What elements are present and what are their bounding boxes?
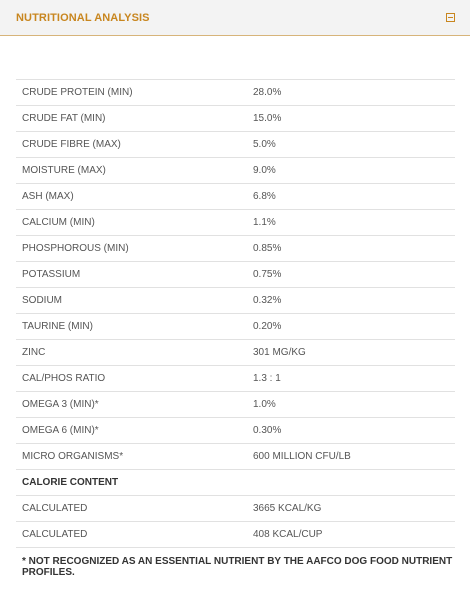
row-value: 0.20% xyxy=(253,321,282,332)
nutrition-table xyxy=(16,79,455,578)
row-label: TAURINE (MIN) xyxy=(22,321,93,332)
table-row xyxy=(16,444,455,470)
row-label: MICRO ORGANISMS* xyxy=(22,451,124,462)
row-value: 3665 KCAL/KG xyxy=(253,503,322,514)
row-label: MOISTURE (MAX) xyxy=(22,165,106,176)
row-label: CRUDE FIBRE (MAX) xyxy=(22,139,121,150)
footnote-row xyxy=(16,548,455,579)
table-row xyxy=(16,496,455,522)
row-value: 15.0% xyxy=(253,113,282,124)
row-value: 5.0% xyxy=(253,139,276,150)
table-row xyxy=(16,80,455,106)
row-value: 408 KCAL/CUP xyxy=(253,529,323,540)
row-label: CALCULATED xyxy=(22,529,88,540)
row-label: SODIUM xyxy=(22,295,62,306)
table-row xyxy=(16,132,455,158)
table-row xyxy=(16,418,455,444)
nutrition-table-container xyxy=(16,79,455,578)
row-value: 0.30% xyxy=(253,425,282,436)
minus-square-icon[interactable] xyxy=(446,13,455,22)
row-value: 6.8% xyxy=(253,191,276,202)
table-row xyxy=(16,262,455,288)
row-value: 0.75% xyxy=(253,269,282,280)
row-value: 28.0% xyxy=(253,87,282,98)
row-value: 1.3 : 1 xyxy=(253,373,281,384)
row-value: 1.0% xyxy=(253,399,276,410)
calorie-section-heading-row xyxy=(16,470,455,496)
table-row xyxy=(16,184,455,210)
row-value: 0.32% xyxy=(253,295,282,306)
row-label: ASH (MAX) xyxy=(22,191,74,202)
row-label: POTASSIUM xyxy=(22,269,81,280)
row-label: CRUDE FAT (MIN) xyxy=(22,113,106,124)
row-label: OMEGA 3 (MIN)* xyxy=(22,399,99,410)
row-label: CALCIUM (MIN) xyxy=(22,217,95,228)
table-row xyxy=(16,392,455,418)
table-row xyxy=(16,288,455,314)
row-label: PHOSPHOROUS (MIN) xyxy=(22,243,129,254)
row-label: CRUDE PROTEIN (MIN) xyxy=(22,87,133,98)
row-value: 301 MG/KG xyxy=(253,347,306,358)
row-value: 1.1% xyxy=(253,217,276,228)
table-row xyxy=(16,210,455,236)
table-row xyxy=(16,366,455,392)
table-row xyxy=(16,236,455,262)
row-label: OMEGA 6 (MIN)* xyxy=(22,425,99,436)
row-label: CAL/PHOS RATIO xyxy=(22,373,106,384)
table-row xyxy=(16,314,455,340)
calorie-section-heading: CALORIE CONTENT xyxy=(22,477,119,488)
row-label: ZINC xyxy=(22,347,46,358)
table-row xyxy=(16,340,455,366)
table-row xyxy=(16,158,455,184)
row-value: 600 MILLION CFU/LB xyxy=(253,451,351,462)
row-value: 0.85% xyxy=(253,243,282,254)
table-row xyxy=(16,106,455,132)
row-label: CALCULATED xyxy=(22,503,88,514)
footnote: * NOT RECOGNIZED AS AN ESSENTIAL NUTRIENT BY THE AAFCO DOG FOOD NUTRIENT PROFILES. xyxy=(22,556,453,578)
table-row xyxy=(16,522,455,548)
row-value: 9.0% xyxy=(253,165,276,176)
panel-title: NUTRITIONAL ANALYSIS xyxy=(16,12,150,24)
nutritional-analysis-header[interactable] xyxy=(0,0,470,36)
minus-bar xyxy=(448,17,453,18)
